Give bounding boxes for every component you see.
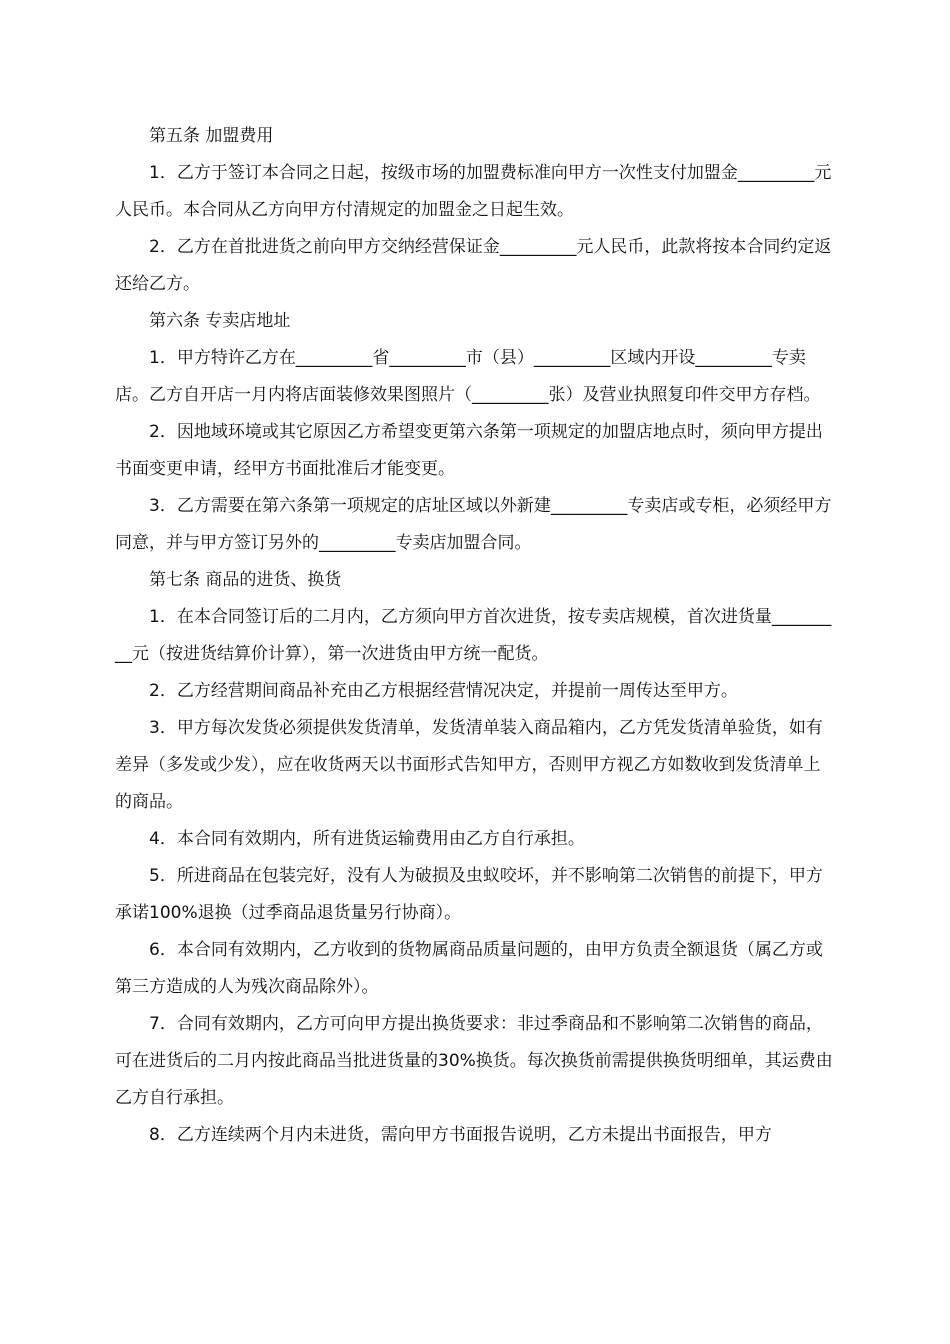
article-7-clause-6: 6．本合同有效期内，乙方收到的货物属商品质量问题的，由甲方负责全额退货（属乙方或第三方造成的人为残次商品除外）。 (115, 940, 823, 997)
article-7-clause-8: 8．乙方连续两个月内未进货，需向甲方书面报告说明，乙方未提出书面报告，甲方 (149, 1125, 772, 1145)
article-6-clause-3: 3．乙方需要在第六条第一项规定的店址区域以外新建_________专卖店或专柜，必须经甲方同意，并与甲方签订另外的_________专卖店加盟合同。 (115, 496, 832, 553)
article-7-clause-5: 5．所进商品在包装完好，没有人为破损及虫蚁咬坏，并不影响第二次销售的前提下，甲方承诺100%退换（过季商品退货量另行协商）。 (115, 866, 823, 923)
article-6-clause-2: 2．因地域环境或其它原因乙方希望变更第六条第一项规定的加盟店地点时，须向甲方提出书面变更申请，经甲方书面批准后才能变更。 (115, 422, 823, 479)
article-7-clause-7: 7．合同有效期内，乙方可向甲方提出换货要求：非过季商品和不影响第二次销售的商品，可在进货后的二月内按此商品当批进货量的30%换货。每次换货前需提供换货明细单，其运费由乙方自行承担。 (115, 1014, 833, 1108)
article-5-clause-2: 2．乙方在首批进货之前向甲方交纳经营保证金_________元人民币，此款将按本合同约定返还给乙方。 (115, 237, 832, 294)
article-6-clause-1: 1．甲方特许乙方在_________省_________市（县）_________区域内开设_________专卖店。乙方自开店一月内将店面装修效果图照片（_________张）及营业执照复印件交甲方存档。 (115, 348, 821, 405)
article-7-clause-3: 3．甲方每次发货必须提供发货清单，发货清单装入商品箱内，乙方凭发货清单验货，如有差异（多发或少发），应在收货两天以书面形式告知甲方，否则甲方视乙方如数收到发货清单上的商品。 (115, 718, 823, 812)
article-5-clause-1: 1．乙方于签订本合同之日起，按级市场的加盟费标准向甲方一次性支付加盟金_________元人民币。本合同从乙方向甲方付清规定的加盟金之日起生效。 (115, 163, 832, 220)
article-7-clause-4: 4．本合同有效期内，所有进货运输费用由乙方自行承担。 (149, 829, 585, 849)
article-7-clause-1: 1．在本合同签订后的二月内，乙方须向甲方首次进货，按专卖店规模，首次进货量_________元（按进货结算价计算），第一次进货由甲方统一配货。 (115, 607, 832, 664)
article-5-heading: 第五条 加盟费用 (149, 126, 274, 146)
article-6-heading: 第六条 专卖店地址 (149, 311, 291, 331)
document-body (115, 118, 837, 1154)
article-7-heading: 第七条 商品的进货、换货 (149, 570, 342, 590)
article-7-clause-2: 2．乙方经营期间商品补充由乙方根据经营情况决定，并提前一周传达至甲方。 (149, 681, 738, 701)
